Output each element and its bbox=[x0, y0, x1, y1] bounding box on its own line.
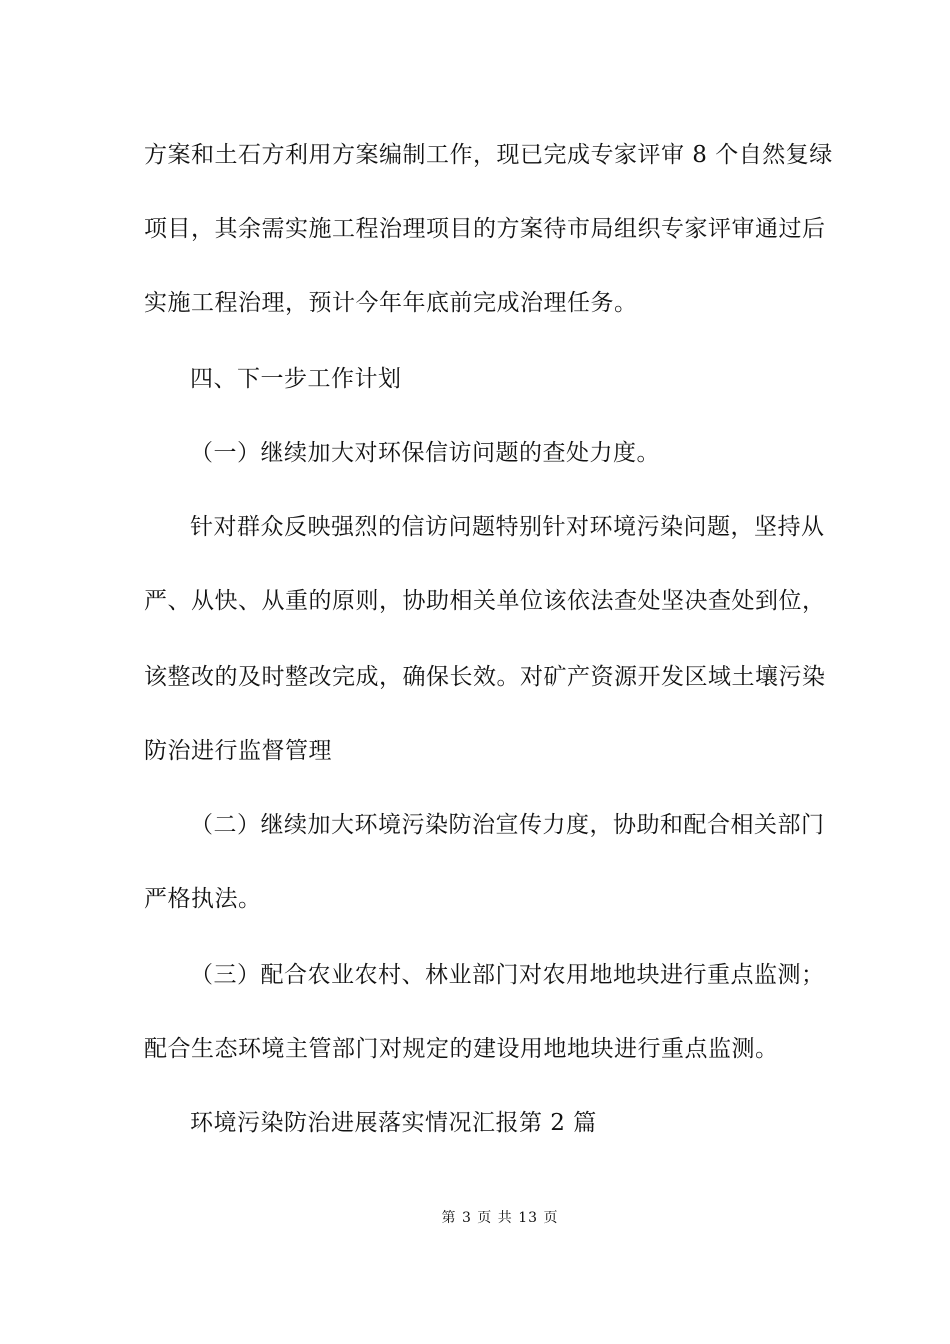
subsection-heading: （一）继续加大对环保信访问题的查处力度。 bbox=[190, 440, 660, 466]
subsection-heading: （三）配合农业农村、林业部门对农用地地块进行重点监测； bbox=[190, 962, 825, 988]
subsection-heading: （二）继续加大环境污染防治宣传力度，协助和配合相关部门 bbox=[190, 812, 825, 838]
paragraph-line: 针对群众反映强烈的信访问题特别针对环境污染问题，坚持从 bbox=[190, 514, 825, 540]
paragraph-line: 防治进行监督管理 bbox=[144, 738, 332, 764]
paragraph-line: 严格执法。 bbox=[144, 886, 262, 912]
page-number-footer: 第 3 页 共 13 页 bbox=[441, 1210, 559, 1226]
paragraph-line: 项目，其余需实施工程治理项目的方案待市局组织专家评审通过后 bbox=[144, 216, 826, 242]
article-title: 环境污染防治进展落实情况汇报第 2 篇 bbox=[190, 1110, 597, 1136]
paragraph-line: 配合生态环境主管部门对规定的建设用地地块进行重点监测。 bbox=[144, 1036, 779, 1062]
paragraph-line: 该整改的及时整改完成，确保长效。对矿产资源开发区域土壤污染 bbox=[144, 664, 826, 690]
paragraph-line: 方案和土石方利用方案编制工作，现已完成专家评审 8 个自然复绿 bbox=[144, 142, 833, 168]
section-heading: 四、下一步工作计划 bbox=[190, 366, 402, 392]
paragraph-line: 严、从快、从重的原则，协助相关单位该依法查处坚决查处到位， bbox=[144, 588, 826, 614]
paragraph-line: 实施工程治理，预计今年年底前完成治理任务。 bbox=[144, 290, 638, 316]
